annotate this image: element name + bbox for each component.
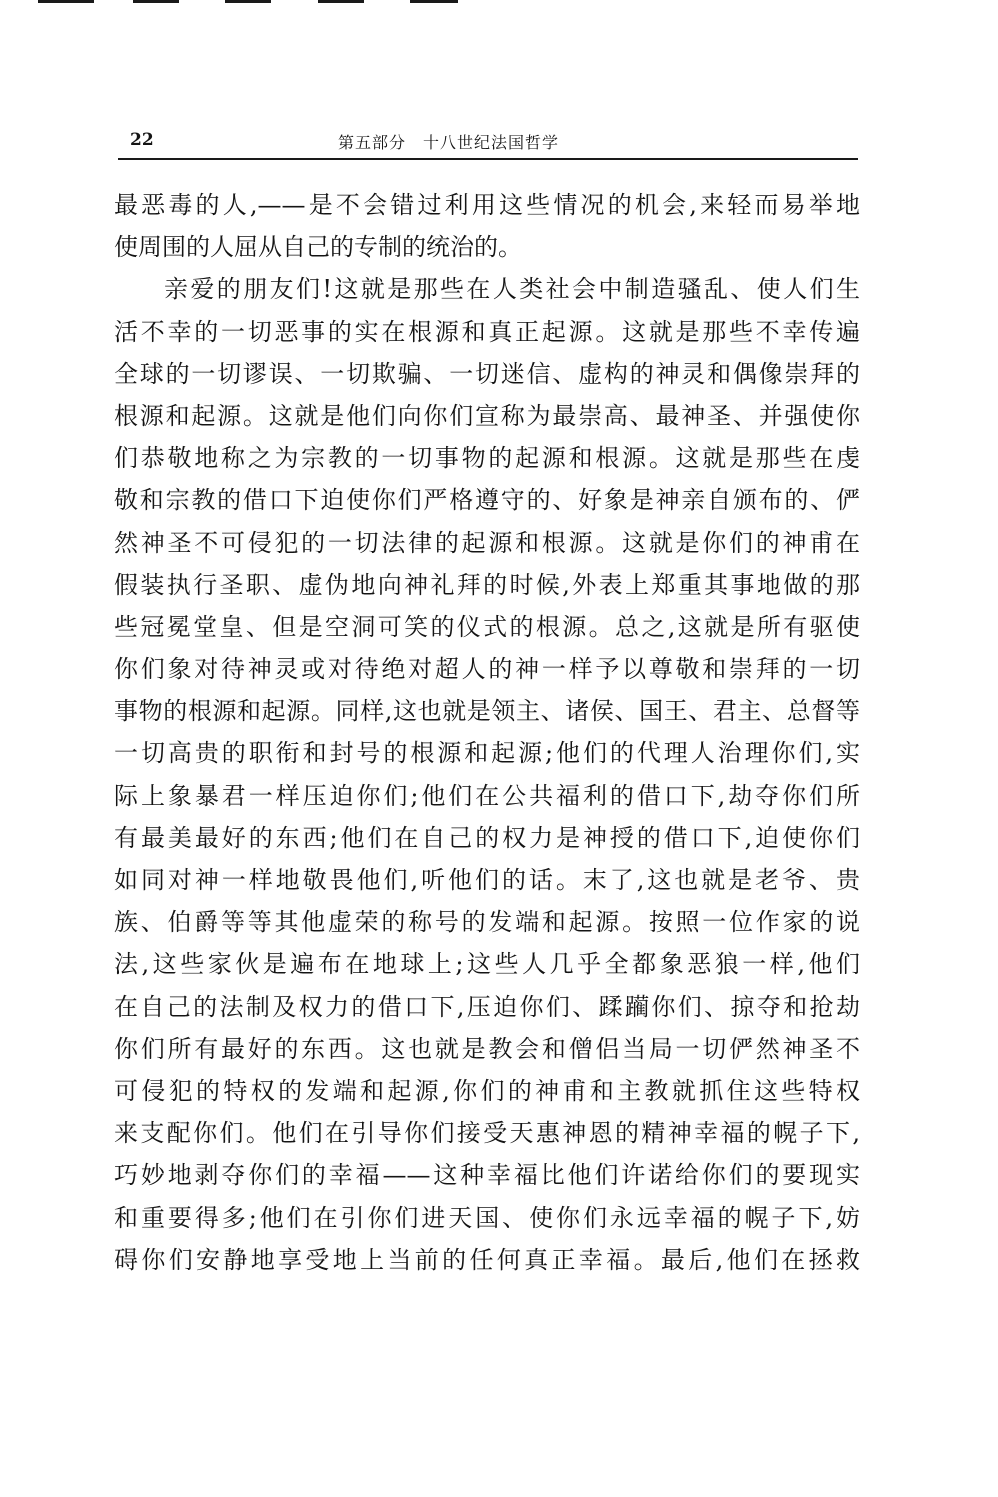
- top-mark: [38, 0, 94, 3]
- text-line: 在自己的法制及权力的借口下,压迫你们、蹂躏你们、掠夺和抢劫: [114, 992, 860, 1021]
- text-line: 敬和宗教的借口下迫使你们严格遵守的、好象是神亲自颁布的、俨: [114, 486, 860, 515]
- text-line: 际上象暴君一样压迫你们;他们在公共福利的借口下,劫夺你们所: [114, 781, 860, 810]
- top-mark: [225, 0, 271, 3]
- text-line: 巧妙地剥夺你们的幸福——这种幸福比他们许诺给你们的要现实: [114, 1161, 860, 1190]
- text-line: 使周围的人屈从自己的专制的统治的。: [114, 233, 522, 262]
- top-mark: [133, 0, 179, 3]
- text-line: 根源和起源。这就是他们向你们宣称为最崇高、最神圣、并强使你: [114, 401, 860, 430]
- text-line: 族、伯爵等等其他虚荣的称号的发端和起源。按照一位作家的说: [114, 908, 860, 937]
- running-head: [118, 124, 858, 158]
- text-line: 些冠冕堂皇、但是空洞可笑的仪式的根源。总之,这就是所有驱使: [114, 612, 860, 641]
- text-line: 可侵犯的特权的发端和起源,你们的神甫和主教就抓住这些特权: [114, 1076, 860, 1105]
- text-line: 你们象对待神灵或对待绝对超人的神一样予以尊敬和崇拜的一切: [114, 655, 860, 684]
- text-line: 亲爱的朋友们!这就是那些在人类社会中制造骚乱、使人们生: [164, 275, 860, 304]
- text-line: 你们所有最好的东西。这也就是教会和僧侣当局一切俨然神圣不: [114, 1034, 860, 1063]
- text-line: 假装执行圣职、虚伪地向神礼拜的时候,外表上郑重其事地做的那: [114, 570, 860, 599]
- text-line: 一切高贵的职衔和封号的根源和起源;他们的代理人治理你们,实: [114, 739, 860, 768]
- text-line: 活不幸的一切恶事的实在根源和真正起源。这就是那些不幸传遍: [114, 317, 860, 346]
- text-line: 和重要得多;他们在引你们进天国、使你们永远幸福的幌子下,妨: [114, 1203, 860, 1232]
- top-edge-marks: [0, 0, 998, 12]
- top-mark: [318, 0, 364, 3]
- text-line: 最恶毒的人,——是不会错过利用这些情况的机会,来轻而易举地: [114, 191, 860, 219]
- text-line: 们恭敬地称之为宗教的一切事物的起源和根源。这就是那些在虔: [114, 444, 860, 473]
- header-rule: [118, 158, 858, 160]
- text-line: 有最美最好的东西;他们在自己的权力是神授的借口下,迫使你们: [114, 823, 860, 852]
- text-line: 然神圣不可侵犯的一切法律的起源和根源。这就是你们的神甫在: [114, 528, 860, 557]
- body-text: [114, 184, 860, 1281]
- text-line: 碍你们安静地享受地上当前的任何真正幸福。最后,他们在拯救: [114, 1245, 860, 1274]
- section-title: 第五部分 十八世纪法国哲学: [338, 133, 560, 152]
- text-line: 法,这些家伙是遍布在地球上;这些人几乎全都象恶狼一样,他们: [114, 950, 860, 979]
- text-line: 全球的一切谬误、一切欺骗、一切迷信、虚构的神灵和偶像崇拜的: [114, 359, 860, 388]
- text-line: 来支配你们。他们在引导你们接受天惠神恩的精神幸福的幌子下,: [114, 1119, 860, 1148]
- top-mark: [410, 0, 458, 3]
- page-number: 22: [130, 130, 154, 150]
- text-line: 如同对神一样地敬畏他们,听他们的话。末了,这也就是老爷、贵: [114, 866, 860, 894]
- text-line: 事物的根源和起源。同样,这也就是领主、诸侯、国王、君主、总督等: [114, 697, 860, 726]
